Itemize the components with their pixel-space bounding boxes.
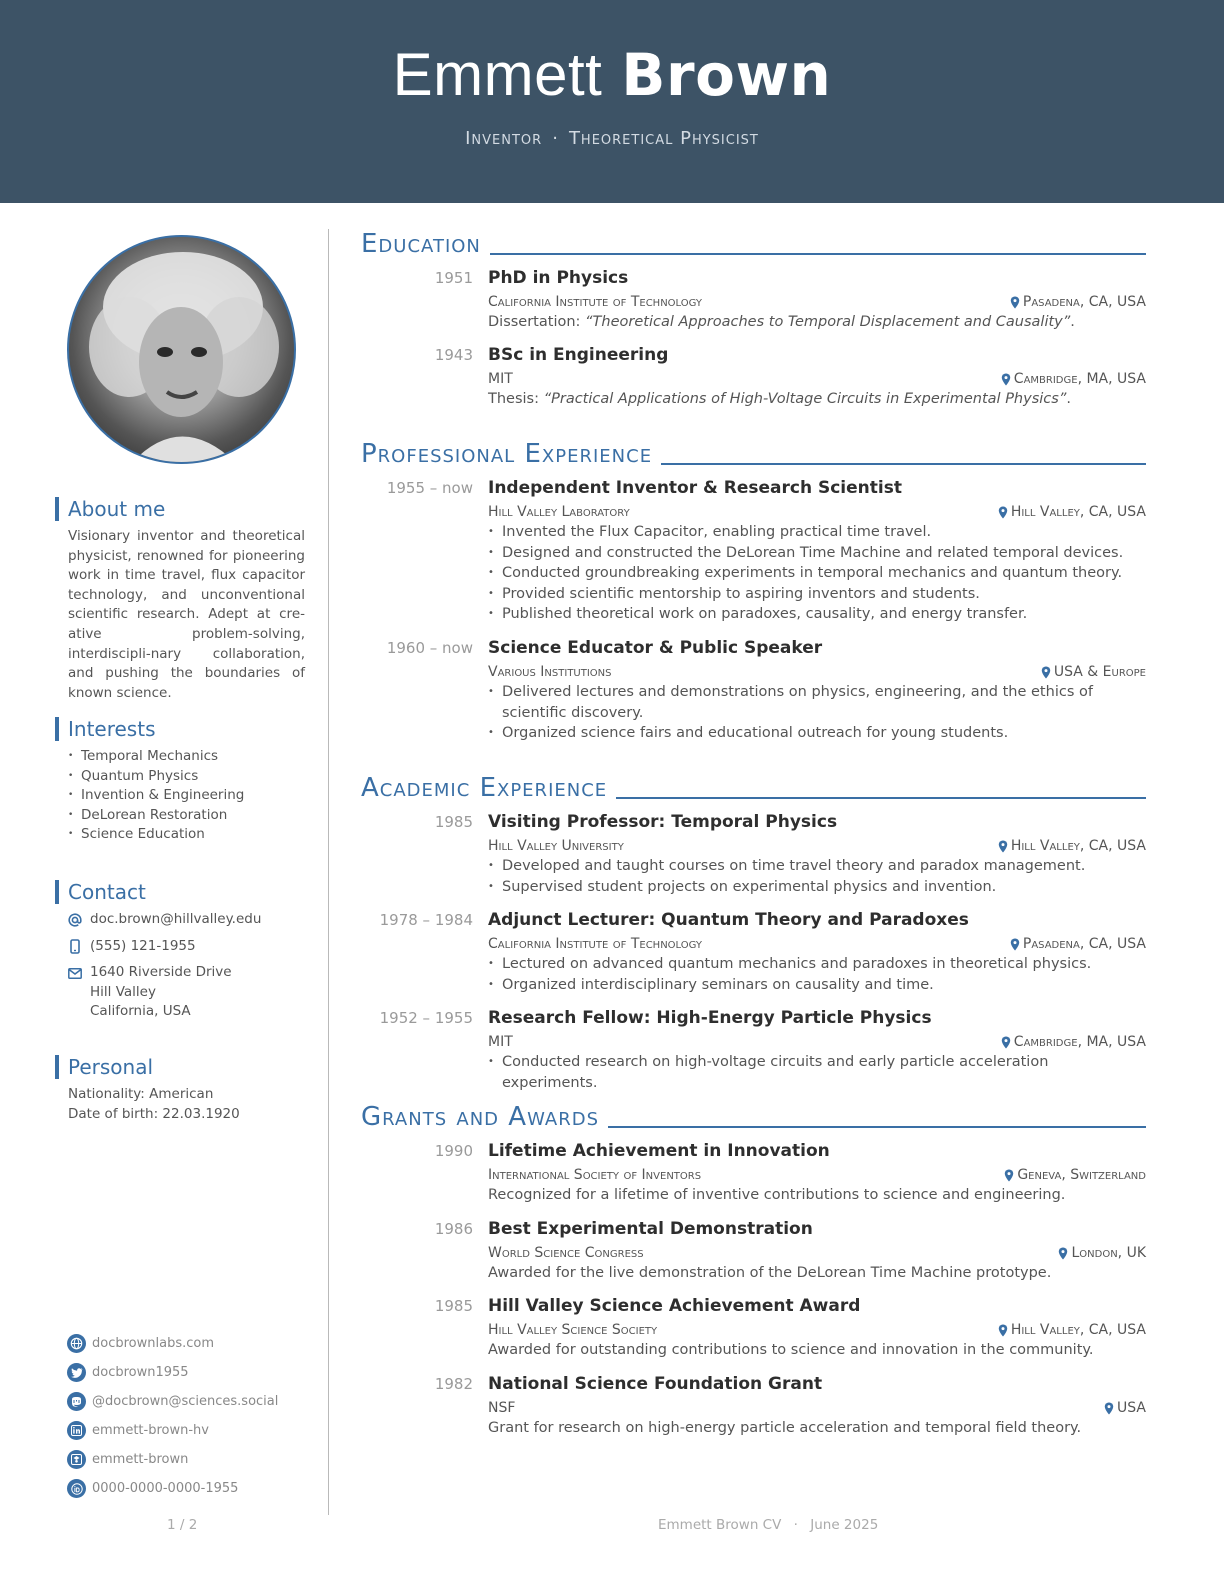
- profile-photo: [67, 235, 296, 464]
- bullet-item: • Organized interdisciplinary seminars on causality and time.: [488, 975, 1146, 996]
- entry-organization: Various Institutions: [488, 664, 612, 680]
- academic-title: Academic Experience: [361, 773, 608, 803]
- scholar-icon: [67, 1450, 86, 1469]
- social-link-text[interactable]: 0000-0000-0000-1955: [92, 1481, 239, 1496]
- entry-bullets: [488, 682, 1146, 744]
- map-pin-icon: [998, 840, 1008, 853]
- title-separator: ·: [552, 128, 559, 149]
- entry-location-text: Hill Valley, CA, USA: [1010, 504, 1146, 520]
- heading-rule: [661, 463, 1146, 465]
- social-link-text[interactable]: @docbrown@sciences.social: [92, 1394, 279, 1409]
- entry-location: [1010, 292, 1146, 312]
- social-links: [67, 1329, 327, 1503]
- social-link-website[interactable]: [67, 1329, 327, 1358]
- orcid-icon: [67, 1479, 86, 1498]
- map-pin-icon: [1010, 938, 1020, 951]
- map-pin-icon: [1004, 1169, 1014, 1182]
- job-title-1: Inventor: [465, 128, 543, 149]
- entry-organization: International Society of Inventors: [488, 1167, 702, 1183]
- entry-date: 1960 – now: [386, 639, 473, 657]
- entry-location: [998, 836, 1146, 856]
- social-link-mastodon[interactable]: [67, 1387, 327, 1416]
- interests-title: Interests: [55, 717, 305, 741]
- entry-organization: California Institute of Technology: [488, 294, 702, 310]
- heading-rule: [490, 253, 1146, 255]
- contact-email-row[interactable]: [68, 910, 305, 930]
- bullet-item: • Supervised student projects on experimental physics and invention.: [488, 877, 1146, 898]
- entry-location: [998, 1320, 1146, 1340]
- globe-icon: [67, 1334, 86, 1353]
- social-link-twitter[interactable]: [67, 1358, 327, 1387]
- footer-doc-name: Emmett Brown CV: [658, 1517, 782, 1533]
- entry-title: Visiting Professor: Temporal Physics: [488, 812, 838, 832]
- entry-location: [1001, 1032, 1146, 1052]
- footer-date: June 2025: [810, 1517, 879, 1533]
- entry-location-text: London, UK: [1071, 1245, 1146, 1261]
- entry-title: National Science Foundation Grant: [488, 1374, 823, 1394]
- social-link-text[interactable]: emmett-brown: [92, 1452, 189, 1467]
- page-number: 1 / 2: [167, 1517, 198, 1533]
- entry-date: 1943: [434, 346, 473, 364]
- entry-title: Adjunct Lecturer: Quantum Theory and Paradoxes: [488, 910, 969, 930]
- professional-heading: [361, 438, 1146, 470]
- entry-location-text: Cambridge, MA, USA: [1013, 371, 1146, 387]
- entry-date: 1990: [434, 1142, 473, 1160]
- entry-description: Awarded for outstanding contributions to science and innovation in the community.: [488, 1342, 1094, 1358]
- map-pin-icon: [1104, 1402, 1114, 1415]
- map-pin-icon: [998, 506, 1008, 519]
- about-title: About me: [55, 497, 305, 521]
- entry-location-text: Pasadena, CA, USA: [1022, 936, 1146, 952]
- entry-title: Science Educator & Public Speaker: [488, 638, 823, 658]
- entry-location: [1010, 934, 1146, 954]
- bullet-item: • Delivered lectures and demonstrations on physics, engineering, and the ethics of scientific discovery.: [488, 682, 1146, 723]
- map-pin-icon: [1001, 373, 1011, 386]
- thesis-title: “Practical Applications of High-Voltage Circuits in Experimental Physics”: [543, 391, 1067, 407]
- footer-separator: ·: [793, 1517, 798, 1533]
- entry-location-text: Cambridge, MA, USA: [1013, 1034, 1146, 1050]
- header-banner: [0, 0, 1224, 203]
- contact-phone[interactable]: (555) 121-1955: [90, 937, 196, 954]
- entry-description: Thesis: “Practical Applications of High-Voltage Circuits in Experimental Physics”.: [488, 391, 1071, 407]
- social-link-linkedin[interactable]: [67, 1416, 327, 1445]
- entry-title: Hill Valley Science Achievement Award: [488, 1296, 861, 1316]
- contact-title: Contact: [55, 880, 305, 904]
- full-name: [0, 40, 1224, 109]
- mastodon-icon: [67, 1392, 86, 1411]
- column-divider: [328, 229, 329, 1515]
- interest-item: • Science Education: [68, 825, 305, 845]
- entry-title: Research Fellow: High-Energy Particle Physics: [488, 1008, 932, 1028]
- envelope-icon: [68, 965, 82, 981]
- interest-item: • DeLorean Restoration: [68, 806, 305, 826]
- social-link-orcid[interactable]: [67, 1474, 327, 1503]
- contact-section: [55, 880, 305, 1029]
- bullet-item: • Lectured on advanced quantum mechanics and paradoxes in theoretical physics.: [488, 954, 1146, 975]
- entry-date: 1978 – 1984: [379, 911, 473, 929]
- entry-location-text: Hill Valley, CA, USA: [1010, 838, 1146, 854]
- entry-location-text: Hill Valley, CA, USA: [1010, 1322, 1146, 1338]
- twitter-icon: [67, 1363, 86, 1382]
- entry-description: Dissertation: “Theoretical Approaches to Temporal Displacement and Causality”.: [488, 314, 1075, 330]
- entry-location: [1041, 662, 1146, 682]
- education-heading: [361, 228, 1146, 260]
- linkedin-icon: [67, 1421, 86, 1440]
- professional-title: Professional Experience: [361, 439, 653, 469]
- map-pin-icon: [1001, 1036, 1011, 1049]
- entry-date: 1951: [434, 269, 473, 287]
- entry-location-text: USA: [1117, 1400, 1146, 1416]
- entry-organization: MIT: [488, 1034, 513, 1050]
- entry-date: 1952 – 1955: [379, 1009, 473, 1027]
- entry-location-text: Geneva, Switzerland: [1017, 1167, 1146, 1183]
- address-line-1: 1640 Riverside Drive: [90, 964, 232, 981]
- interest-item: • Temporal Mechanics: [68, 747, 305, 767]
- address-line-3: California, USA: [90, 1003, 191, 1020]
- entry-bullets: [488, 954, 1146, 995]
- nationality: Nationality: American: [68, 1086, 214, 1102]
- entry-location: [1004, 1165, 1146, 1185]
- job-titles: [0, 128, 1224, 149]
- heading-rule: [608, 1126, 1146, 1128]
- first-name: Emmett: [392, 41, 603, 108]
- entry-date: 1986: [434, 1220, 473, 1238]
- entry-location: [1001, 369, 1146, 389]
- education-title: Education: [361, 229, 481, 259]
- map-pin-icon: [1041, 666, 1051, 679]
- contact-address-row: [68, 963, 305, 1022]
- entry-location-text: Pasadena, CA, USA: [1022, 294, 1146, 310]
- entry-date: 1985: [434, 813, 473, 831]
- entry-date: 1955 – now: [386, 479, 473, 497]
- job-title-2: Theoretical Physicist: [568, 128, 759, 149]
- footer-info: [658, 1517, 878, 1533]
- entry-location-text: USA & Europe: [1053, 664, 1146, 680]
- entry-title: BSc in Engineering: [488, 345, 669, 365]
- address-line-2: Hill Valley: [90, 983, 156, 1000]
- entry-title: Lifetime Achievement in Innovation: [488, 1141, 830, 1161]
- date-of-birth: Date of birth: 22.03.1920: [68, 1105, 240, 1122]
- personal-section: [55, 1055, 305, 1124]
- bullet-item: • Published theoretical work on paradoxes, causality, and energy transfer.: [488, 604, 1146, 625]
- social-link-text[interactable]: docbrown1955: [92, 1365, 189, 1380]
- entry-bullets: [488, 522, 1146, 625]
- interests-list: [68, 747, 305, 845]
- social-link-text[interactable]: emmett-brown-hv: [92, 1423, 209, 1438]
- map-pin-icon: [1010, 296, 1020, 309]
- entry-description: Grant for research on high-energy particle acceleration and temporal field theory.: [488, 1420, 1082, 1436]
- at-icon: [68, 912, 82, 928]
- about-text: Visionary inventor and theoretical physicist, renowned for pioneering work in time travel, flux capacitor technology, and unconventional scientific research. Adept at cre-ative problem-solving, interdiscipli-nary collaboration, and pushing the boundaries of known science.: [68, 528, 305, 701]
- bullet-item: • Conducted groundbreaking experiments in temporal mechanics and quantum theory.: [488, 563, 1146, 584]
- map-pin-icon: [998, 1324, 1008, 1337]
- bullet-item: • Conducted research on high-voltage circuits and early particle acceleration experiments.: [488, 1052, 1146, 1093]
- entry-bullets: [488, 1052, 1146, 1093]
- entry-bullets: [488, 856, 1146, 897]
- phone-icon: [68, 939, 82, 955]
- entry-location: [1058, 1243, 1146, 1263]
- bullet-item: • Provided scientific mentorship to aspiring inventors and students.: [488, 584, 1146, 605]
- map-pin-icon: [1058, 1247, 1068, 1260]
- personal-title: Personal: [55, 1055, 305, 1079]
- bullet-item: • Designed and constructed the DeLorean Time Machine and related temporal devices.: [488, 543, 1146, 564]
- interests-section: [55, 717, 305, 845]
- entry-organization: Hill Valley Laboratory: [488, 504, 630, 520]
- dissertation-title: “Theoretical Approaches to Temporal Displacement and Causality”: [585, 314, 1071, 330]
- about-section: [55, 497, 305, 703]
- entry-organization: Hill Valley Science Society: [488, 1322, 658, 1338]
- interest-item: • Quantum Physics: [68, 767, 305, 787]
- contact-phone-row[interactable]: [68, 937, 305, 957]
- entry-location: [1104, 1398, 1146, 1418]
- social-link-text[interactable]: docbrownlabs.com: [92, 1336, 214, 1351]
- contact-email[interactable]: doc.brown@hillvalley.edu: [90, 911, 262, 927]
- social-link-scholar[interactable]: [67, 1445, 327, 1474]
- entry-title: Best Experimental Demonstration: [488, 1219, 813, 1239]
- entry-date: 1985: [434, 1297, 473, 1315]
- last-name: Brown: [621, 41, 832, 109]
- heading-rule: [616, 797, 1146, 799]
- entry-description: Awarded for the live demonstration of the DeLorean Time Machine prototype.: [488, 1265, 1052, 1281]
- bullet-item: • Organized science fairs and educational outreach for young students.: [488, 723, 1146, 744]
- entry-date: 1982: [434, 1375, 473, 1393]
- academic-heading: [361, 772, 1146, 804]
- entry-title: PhD in Physics: [488, 268, 629, 288]
- entry-organization: Hill Valley University: [488, 838, 624, 854]
- entry-title: Independent Inventor & Research Scientist: [488, 478, 902, 498]
- entry-description: Recognized for a lifetime of inventive contributions to science and engineering.: [488, 1187, 1066, 1203]
- grants-title: Grants and Awards: [361, 1102, 599, 1132]
- interest-item: • Invention & Engineering: [68, 786, 305, 806]
- bullet-item: • Invented the Flux Capacitor, enabling practical time travel.: [488, 522, 1146, 543]
- entry-organization: NSF: [488, 1400, 516, 1416]
- bullet-item: • Developed and taught courses on time travel theory and paradox management.: [488, 856, 1146, 877]
- entry-location: [998, 502, 1146, 522]
- entry-organization: World Science Congress: [488, 1245, 644, 1261]
- grants-heading: [361, 1101, 1146, 1133]
- entry-organization: California Institute of Technology: [488, 936, 702, 952]
- entry-organization: MIT: [488, 371, 513, 387]
